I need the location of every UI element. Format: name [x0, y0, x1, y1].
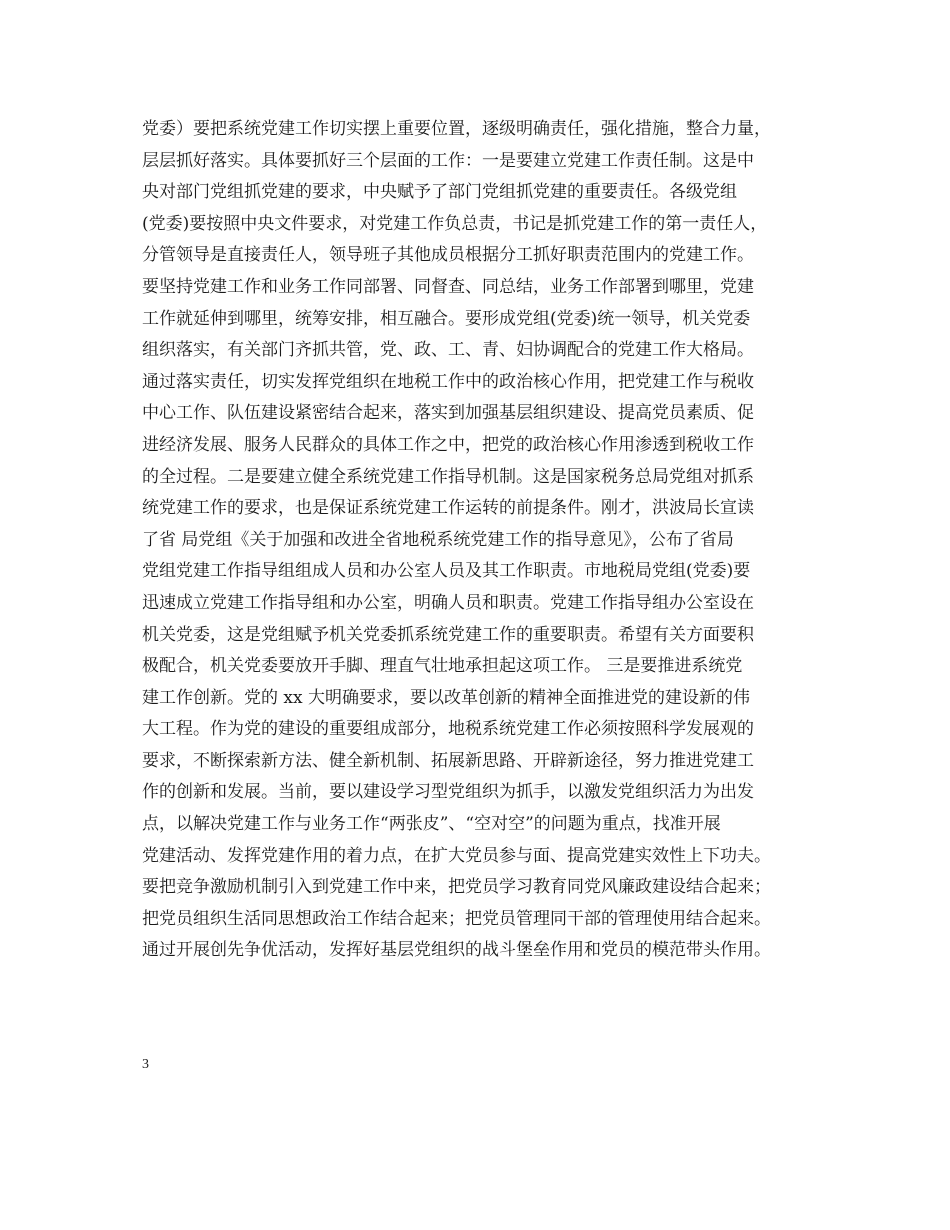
- text-line: 的全过程。二是要建立健全系统党建工作指导机制。这是国家税务总局党组对抓系: [142, 466, 754, 487]
- text-line: (党委)要按照中央文件要求，对党建工作负总责，书记是抓党建工作的第一责任人，: [142, 213, 768, 234]
- text-line: 央对部门党组抓党建的要求，中央赋予了部门党组抓党建的重要责任。各级党组: [142, 182, 737, 203]
- text-line: 通过落实责任，切实发挥党组织在地税工作中的政治核心作用，把党建工作与税收: [142, 371, 754, 392]
- text-line: 点，以解决党建工作与业务工作“两张皮”、“空对空”的问题为重点，找准开展: [142, 814, 721, 835]
- page-number: 3: [142, 1057, 149, 1072]
- text-line: 机关党委，这是党组赋予机关党委抓系统党建工作的重要职责。希望有关方面要积: [142, 624, 754, 645]
- text-line: 要把竞争激励机制引入到党建工作中来，把党员学习教育同党风廉政建设结合起来；: [142, 877, 771, 898]
- text-line: 迅速成立党建工作指导组和办公室，明确人员和职责。党建工作指导组办公室设在: [142, 592, 754, 613]
- body-text: [142, 114, 832, 967]
- text-line: 统党建工作的要求，也是保证系统党建工作运转的前提条件。刚才，洪波局长宣读: [142, 498, 754, 519]
- text-line: 分管领导是直接责任人，领导班子其他成员根据分工抓好职责范围内的党建工作。: [142, 245, 754, 266]
- text-line: 层层抓好落实。具体要抓好三个层面的工作：一是要建立党建工作责任制。这是中: [142, 150, 754, 171]
- text-line: 要坚持党建工作和业务工作同部署、同督查、同总结，业务工作部署到哪里，党建: [142, 276, 754, 297]
- text-line: 党建活动、发挥党建作用的着力点，在扩大党员参与面、提高党建实效性上下功夫。: [142, 845, 771, 866]
- text-line: 建工作创新。党的 xx 大明确要求，要以改革创新的精神全面推进党的建设新的伟: [142, 687, 750, 708]
- text-line: 进经济发展、服务人民群众的具体工作之中，把党的政治核心作用渗透到税收工作: [142, 434, 754, 455]
- text-line: 了省 局党组《关于加强和改进全省地税系统党建工作的指导意见》，公布了省局: [142, 529, 734, 550]
- text-line: 通过开展创先争优活动，发挥好基层党组织的战斗堡垒作用和党员的模范带头作用。: [142, 940, 771, 961]
- text-line: 把党员组织生活同思想政治工作结合起来；把党员管理同干部的管理使用结合起来。: [142, 908, 771, 929]
- text-line: 极配合，机关党委要放开手脚、理直气壮地承担起这项工作。 三是要推进系统党: [142, 656, 743, 677]
- text-line: 作的创新和发展。当前，要以建设学习型党组织为抓手，以激发党组织活力为出发: [142, 782, 754, 803]
- text-line: 要求，不断探索新方法、健全新机制、拓展新思路、开辟新途径，努力推进党建工: [142, 750, 754, 771]
- text-line: 组织落实，有关部门齐抓共管，党、政、工、青、妇协调配合的党建工作大格局。: [142, 340, 754, 361]
- text-line: 中心工作、队伍建设紧密结合起来，落实到加强基层组织建设、提高党员素质、促: [142, 403, 754, 424]
- text-line: 工作就延伸到哪里，统筹安排，相互融合。要形成党组(党委)统一领导，机关党委: [142, 308, 751, 329]
- text-line: 大工程。作为党的建设的重要组成部分，地税系统党建工作必须按照科学发展观的: [142, 719, 754, 740]
- text-line: 党委）要把系统党建工作切实摆上重要位置，逐级明确责任，强化措施，整合力量，: [142, 119, 771, 139]
- text-line: 党组党建工作指导组组成人员和办公室人员及其工作职责。市地税局党组(党委)要: [142, 561, 751, 582]
